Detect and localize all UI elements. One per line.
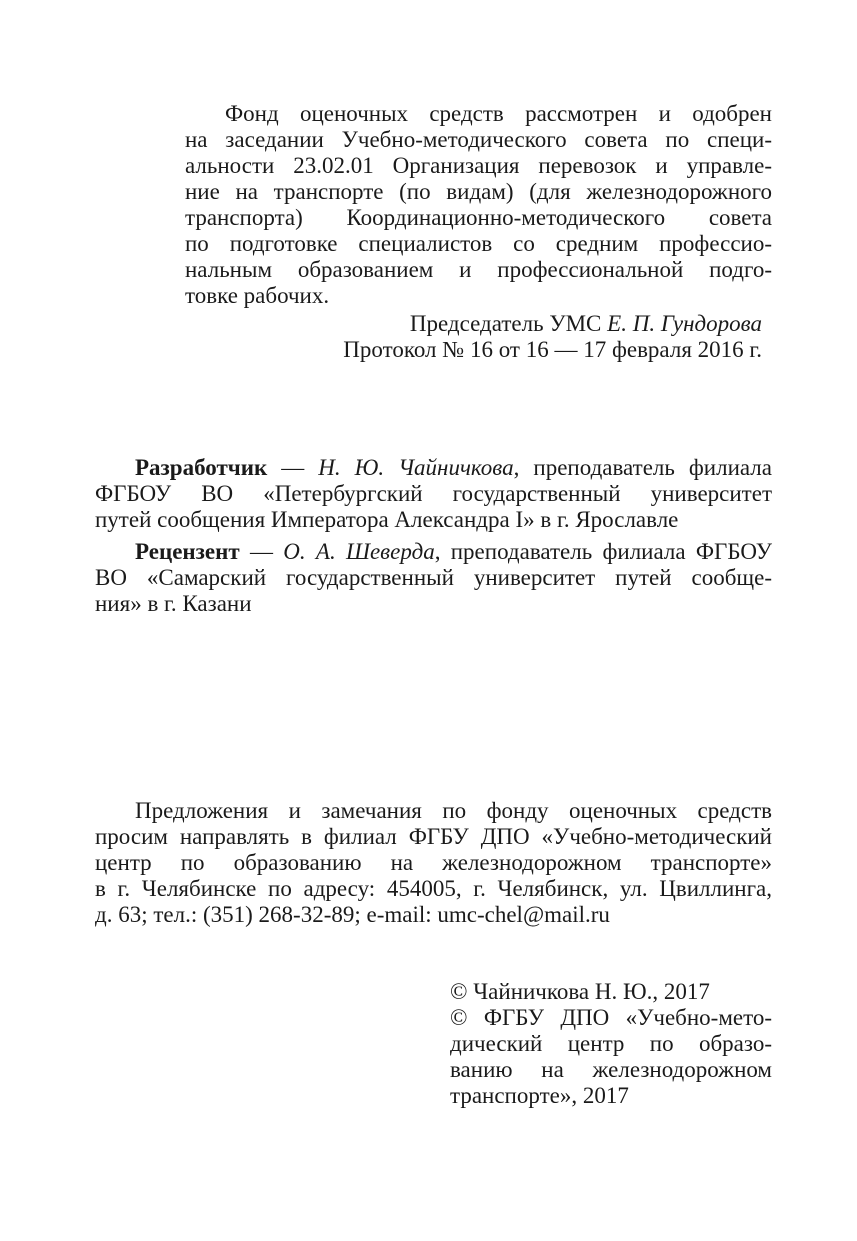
feedback-line: просим направлять в филиал ФГБУ ДПО «Учебно-методический [95, 824, 772, 849]
feedback-line: центр по образованию на железнодорожном транспорте» [95, 850, 772, 875]
reviewer-name: О. А. Шеверда [283, 539, 435, 564]
copyright-line: © ФГБУ ДПО «Учебно-мето- [450, 1005, 772, 1030]
approval-signature [185, 311, 762, 363]
reviewer-line [95, 539, 772, 565]
developer-line: путей сообщения Императора Александра I» в г. Ярославле [95, 507, 679, 532]
approval-line: транспорта) Координационно-методического совета [185, 205, 772, 230]
developer-line [95, 455, 772, 481]
copyright-block [450, 979, 772, 1109]
developer-dash: — [267, 455, 319, 480]
copyright-line: дический центр по образо- [450, 1031, 772, 1056]
approval-line: товке рабочих. [185, 283, 330, 308]
reviewer-position: , преподаватель филиала ФГБОУ [434, 539, 772, 564]
reviewer-line: ВО «Самарский государственный университет путей сообще- [95, 565, 772, 590]
approval-line: Фонд оценочных средств рассмотрен и одобрен [225, 101, 772, 126]
chair-name: Е. П. Гундорова [607, 311, 762, 336]
reviewer-dash: — [239, 539, 284, 564]
approval-paragraph [185, 101, 772, 309]
copyright-line: ванию на железнодорожном [450, 1057, 772, 1082]
reviewer-role: Рецензент [135, 539, 240, 564]
feedback-line: в г. Челябинске по адресу: 454005, г. Челябинск, ул. Цвиллинга, [95, 876, 772, 901]
approval-line: по подготовке специалистов со средним профессио- [185, 231, 772, 256]
feedback-line: д. 63; тел.: (351) 268-32-89; e-mail: umc-chel@mail.ru [95, 902, 610, 927]
feedback-paragraph [95, 798, 772, 928]
approval-line: на заседании Учебно-методического совета по специ- [185, 127, 772, 152]
feedback-line: Предложения и замечания по фонду оценочных средств [135, 798, 772, 823]
chair-line [185, 311, 762, 337]
copyright-line: © Чайничкова Н. Ю., 2017 [450, 979, 710, 1004]
developer-name: Н. Ю. Чайничкова [318, 455, 514, 480]
credits-section [95, 455, 772, 617]
chair-label: Председатель УМС [409, 311, 602, 336]
approval-line: альности 23.02.01 Организация перевозок и управле- [185, 153, 772, 178]
approval-line: нальным образованием и профессиональной подго- [185, 257, 772, 282]
reviewer-line: ния» в г. Казани [95, 591, 252, 616]
developer-line: ФГБОУ ВО «Петербургский государственный университет [95, 481, 772, 506]
developer-role: Разработчик [135, 455, 268, 480]
approval-line: ние на транспорте (по видам) (для железнодорожного [185, 179, 772, 204]
protocol-line: Протокол № 16 от 16 — 17 февраля 2016 г. [343, 337, 762, 362]
copyright-line: транспорте», 2017 [450, 1083, 629, 1108]
developer-position: , преподаватель филиала [513, 455, 772, 480]
